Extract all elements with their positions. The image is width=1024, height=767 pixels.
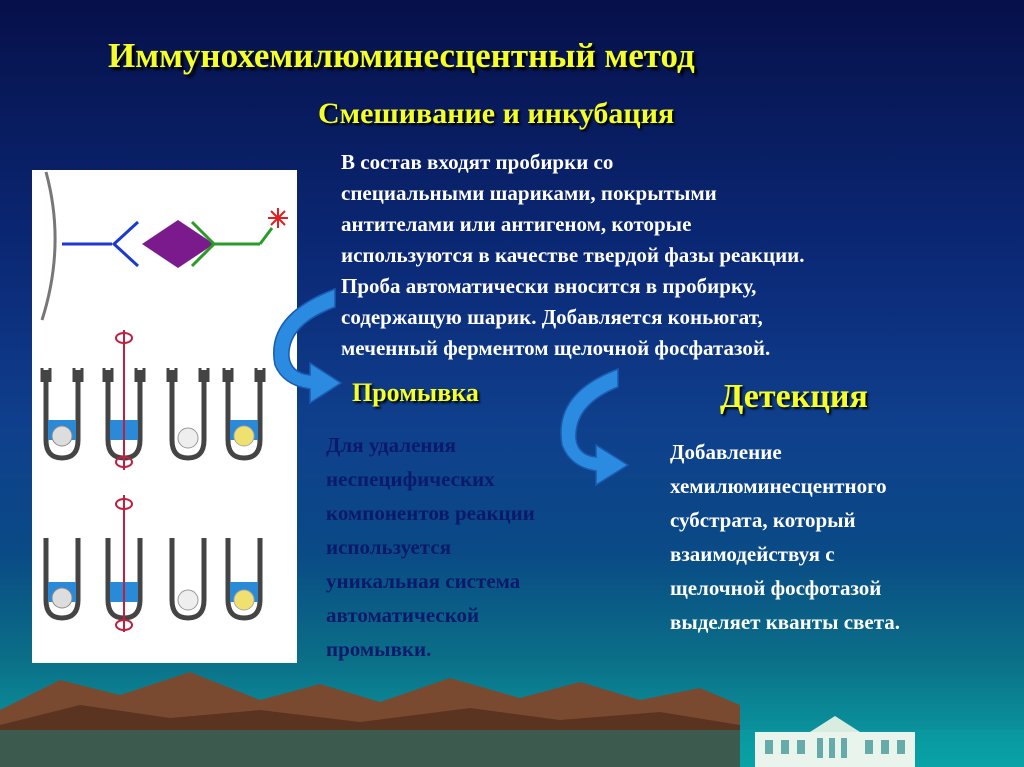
assay-diagram <box>32 170 297 663</box>
antibody-icon <box>114 222 138 266</box>
tube-icon <box>104 330 144 470</box>
tube-icon <box>228 538 260 618</box>
building-icon <box>755 712 915 767</box>
bead-surface-icon <box>42 172 55 320</box>
bead-icon <box>234 426 254 446</box>
tube-row-top <box>42 330 264 470</box>
section-subtitle: Смешивание и инкубация <box>318 97 675 130</box>
tube-row-bottom <box>46 495 260 632</box>
slide-title: Иммунохемилюминесцентный метод <box>108 36 695 75</box>
bead-icon <box>178 590 198 610</box>
detection-heading: Детекция <box>720 378 868 415</box>
tube-icon <box>42 368 82 458</box>
tube-icon <box>172 538 204 618</box>
curved-arrow-icon <box>255 285 345 415</box>
washing-heading: Промывка <box>352 378 479 407</box>
star-label-icon <box>268 208 288 228</box>
detection-description: Добавление хемилюминесцентного субстрата, который взаимодействуя с щелочной фосфотазой выделяет кванты света. <box>670 440 901 634</box>
tube-icon <box>168 368 208 458</box>
diamond-antigen-icon <box>142 220 214 268</box>
washing-description: Для удаления неспецифических компонентов реакции используется уникальная система автоматической промывки. <box>326 433 535 661</box>
assay-diagram-drawing <box>32 170 297 663</box>
bead-icon <box>234 590 254 610</box>
tube-icon <box>108 495 140 632</box>
mixing-description: В состав входят пробирки со специальными шариками, покрытыми антителами или антигеном, которые используются в качестве твердой фазы реакции. Проба автоматически вносится в пробирку, содержащую шарик. Добавляется коньюгат, меченный ферментом щелочной фосфатазой. <box>341 150 805 360</box>
bead-icon <box>52 426 72 446</box>
tube-icon <box>46 538 78 618</box>
bead-icon <box>52 588 72 608</box>
bead-icon <box>178 428 198 448</box>
